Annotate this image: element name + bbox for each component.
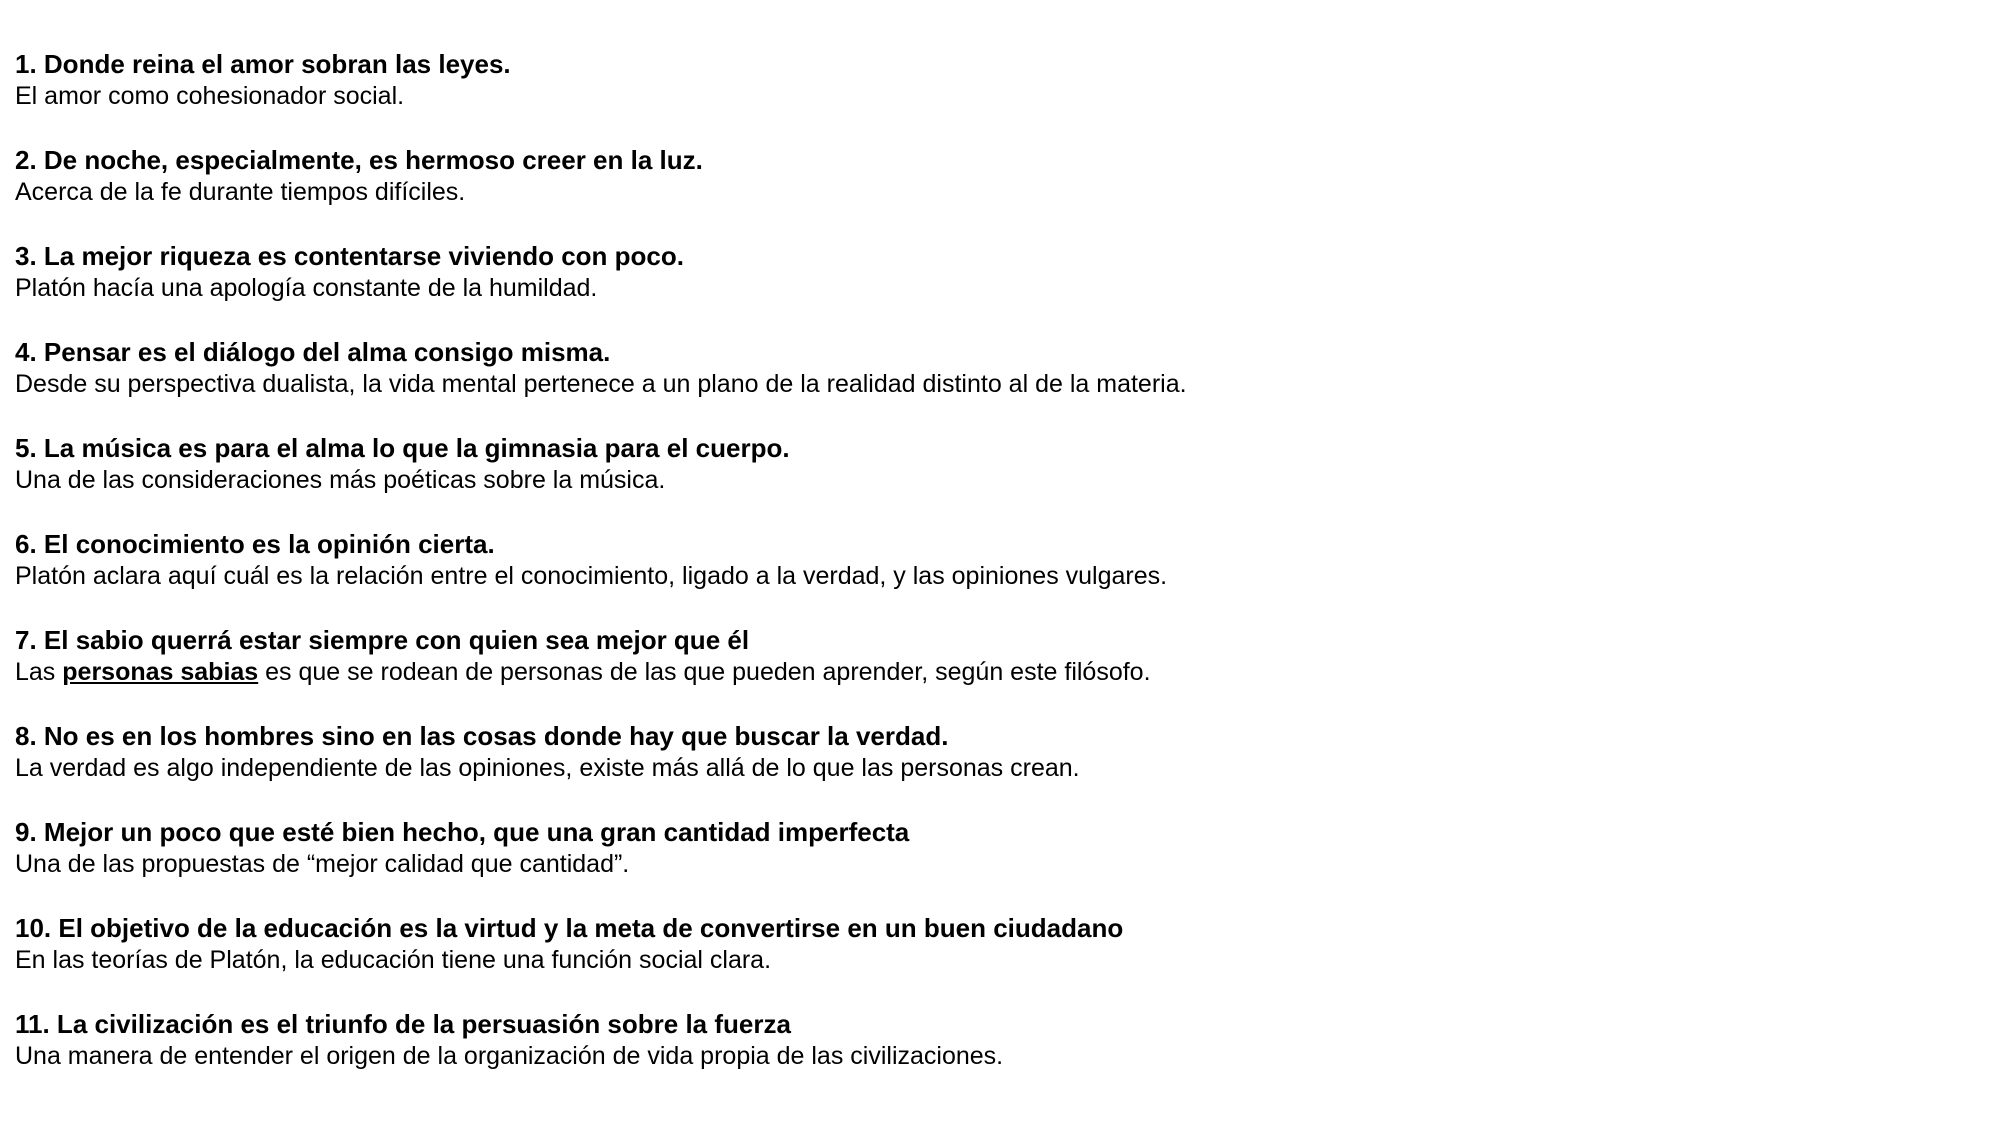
quote-item-2 <box>15 144 1975 208</box>
quote-title: 9. Mejor un poco que esté bien hecho, que una gran cantidad imperfecta <box>15 817 910 847</box>
quote-description: Una de las propuestas de “mejor calidad que cantidad”. <box>15 850 630 878</box>
quote-title: 2. De noche, especialmente, es hermoso creer en la luz. <box>15 145 703 175</box>
quote-item-1 <box>15 48 1975 112</box>
quote-description: Desde su perspectiva dualista, la vida mental pertenece a un plano de la realidad distinto al de la materia. <box>15 370 1187 398</box>
quote-title: 4. Pensar es el diálogo del alma consigo misma. <box>15 337 611 367</box>
quote-title: 5. La música es para el alma lo que la gimnasia para el cuerpo. <box>15 433 790 463</box>
quote-description: Platón hacía una apología constante de la humildad. <box>15 274 598 302</box>
quote-item-8 <box>15 720 1975 784</box>
quote-item-10 <box>15 912 1975 976</box>
quote-title: 3. La mejor riqueza es contentarse viviendo con poco. <box>15 241 684 271</box>
quote-title: 11. La civilización es el triunfo de la persuasión sobre la fuerza <box>15 1009 791 1039</box>
quote-description: Una manera de entender el origen de la organización de vida propia de las civilizaciones. <box>15 1042 1004 1070</box>
quote-item-6 <box>15 528 1975 592</box>
quote-description <box>15 656 1975 688</box>
quote-item-11 <box>15 1008 1975 1072</box>
quote-description: La verdad es algo independiente de las opiniones, existe más allá de lo que las personas crean. <box>15 754 1080 782</box>
quote-title: 1. Donde reina el amor sobran las leyes. <box>15 49 511 79</box>
quote-item-4 <box>15 336 1975 400</box>
quote-description: El amor como cohesionador social. <box>15 82 405 110</box>
quote-description: En las teorías de Platón, la educación tiene una función social clara. <box>15 946 772 974</box>
quote-item-7 <box>15 624 1975 688</box>
quote-title: 10. El objetivo de la educación es la virtud y la meta de convertirse en un buen ciudadano <box>15 913 1124 943</box>
quote-title: 6. El conocimiento es la opinión cierta. <box>15 529 495 559</box>
quote-description-before: Las <box>15 658 63 686</box>
personas-sabias-link[interactable]: personas sabias <box>62 658 259 686</box>
quote-item-5 <box>15 432 1975 496</box>
quote-description: Acerca de la fe durante tiempos difíciles. <box>15 178 466 206</box>
quote-description-after: es que se rodean de personas de las que pueden aprender, según este filósofo. <box>258 658 1151 686</box>
quote-item-3 <box>15 240 1975 304</box>
quote-description: Una de las consideraciones más poéticas sobre la música. <box>15 466 666 494</box>
quote-description: Platón aclara aquí cuál es la relación entre el conocimiento, ligado a la verdad, y las opiniones vulgares. <box>15 562 1168 590</box>
quote-list <box>15 48 1975 1104</box>
quote-title: 7. El sabio querrá estar siempre con quien sea mejor que él <box>15 625 750 655</box>
quote-item-9 <box>15 816 1975 880</box>
quote-title: 8. No es en los hombres sino en las cosas donde hay que buscar la verdad. <box>15 721 949 751</box>
